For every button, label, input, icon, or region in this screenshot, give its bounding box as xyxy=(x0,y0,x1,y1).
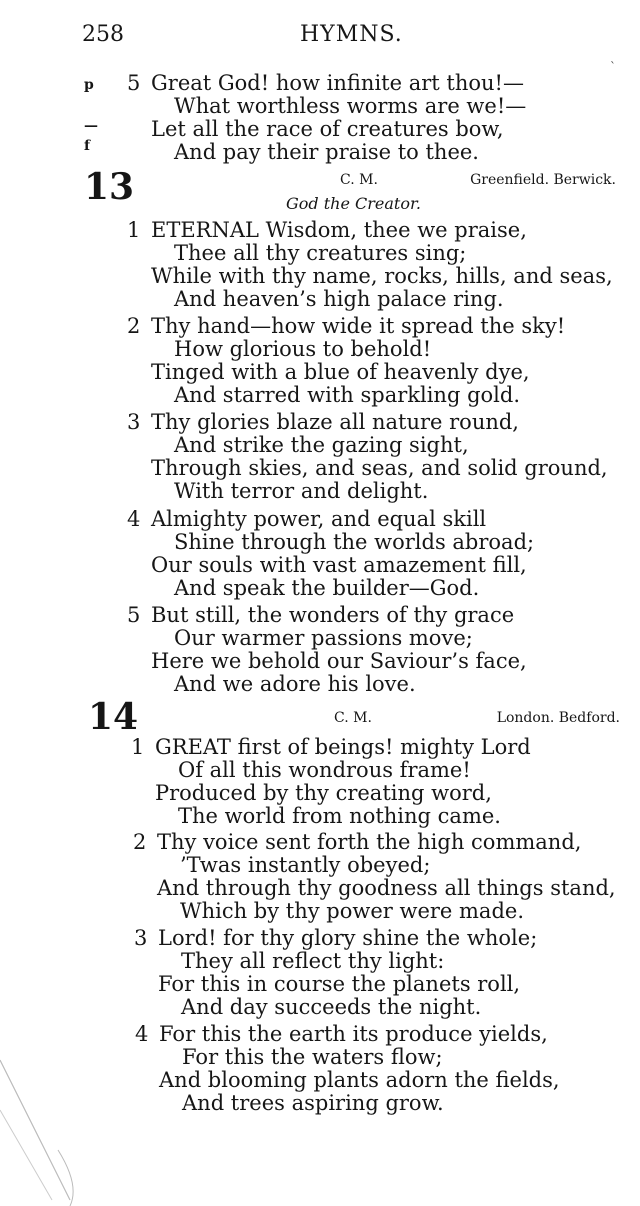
verse-line: ETERNAL Wisdom, thee we praise, xyxy=(151,218,527,242)
verse-line: Thy hand—how wide it spread the sky! xyxy=(151,314,566,338)
verse-line: What worthless worms are we!— xyxy=(174,94,527,118)
hymn-number: 13 xyxy=(84,166,135,208)
verse-line: And starred with sparkling gold. xyxy=(174,383,520,407)
page-number: 258 xyxy=(82,22,124,47)
verse-number: 5 xyxy=(127,603,141,627)
verse-line: GREAT first of beings! mighty Lord xyxy=(155,735,531,759)
hymn-meter: C. M. xyxy=(334,710,372,726)
verse-line: Here we behold our Saviour’s face, xyxy=(151,649,527,673)
verse-line: For this the waters flow; xyxy=(182,1045,443,1069)
verse-line: Which by thy power were made. xyxy=(180,899,524,923)
verse-line: And trees aspiring grow. xyxy=(182,1091,444,1115)
verse-line: Our souls with vast amazement fill, xyxy=(151,553,527,577)
verse-line: For this the earth its produce yields, xyxy=(159,1022,548,1046)
verse-line: Shine through the worlds abroad; xyxy=(174,530,535,554)
hymn-tunes: Greenfield. Berwick. xyxy=(470,172,616,188)
verse-line: And blooming plants adorn the fields, xyxy=(159,1068,560,1092)
verse-number: 5 xyxy=(127,71,141,95)
verse-line: Almighty power, and equal skill xyxy=(151,507,487,531)
verse-number: 2 xyxy=(127,314,141,338)
verse-number: 1 xyxy=(127,218,141,242)
verse-line: Lord! for thy glory shine the whole; xyxy=(158,926,538,950)
dynamic-mark: — xyxy=(84,118,98,134)
verse-number: 2 xyxy=(133,830,147,854)
verse-line: Through skies, and seas, and solid ground, xyxy=(151,456,608,480)
verse-line: With terror and delight. xyxy=(174,479,429,503)
verse-number: 4 xyxy=(127,507,141,531)
verse-line: And day succeeds the night. xyxy=(181,995,482,1019)
verse-number: 1 xyxy=(131,735,145,759)
verse-line: And speak the builder—God. xyxy=(174,576,480,600)
verse-line: And strike the gazing sight, xyxy=(174,433,469,457)
verse-line: Produced by thy creating word, xyxy=(155,781,492,805)
verse-line: Our warmer passions move; xyxy=(174,626,473,650)
verse-number: 3 xyxy=(134,926,148,950)
verse-number: 4 xyxy=(135,1022,149,1046)
verse-line: And we adore his love. xyxy=(174,672,416,696)
verse-line: And through thy goodness all things stand, xyxy=(157,876,616,900)
corner-tick: ` xyxy=(610,60,616,74)
hymn-tunes: London. Bedford. xyxy=(496,710,620,726)
verse-line: Thy voice sent forth the high command, xyxy=(157,830,582,854)
verse-line: Let all the race of creatures bow, xyxy=(151,117,504,141)
verse-line: They all reflect thy light: xyxy=(181,949,445,973)
verse-line: But still, the wonders of thy grace xyxy=(151,603,515,627)
verse-line: Tinged with a blue of heavenly dye, xyxy=(151,360,530,384)
verse-line: Thee all thy creatures sing; xyxy=(174,241,467,265)
verse-line: And heaven’s high palace ring. xyxy=(174,287,504,311)
verse-line: And pay their praise to thee. xyxy=(174,140,479,164)
verse-line: Of all this wondrous frame! xyxy=(178,758,471,782)
verse-line: The world from nothing came. xyxy=(178,804,501,828)
running-title: HYMNS. xyxy=(300,22,403,47)
hymn-number: 14 xyxy=(88,696,139,738)
verse-line: Great God! how infinite art thou!— xyxy=(151,71,524,95)
verse-line: How glorious to behold! xyxy=(174,337,432,361)
hymn-meter: C. M. xyxy=(340,172,378,188)
dynamic-mark: p xyxy=(84,77,94,93)
verse-number: 3 xyxy=(127,410,141,434)
hymn-subtitle: God the Creator. xyxy=(286,194,421,213)
verse-line: While with thy name, rocks, hills, and seas, xyxy=(151,264,613,288)
verse-line: Thy glories blaze all nature round, xyxy=(151,410,519,434)
dynamic-mark: f xyxy=(84,138,91,154)
verse-line: ’Twas instantly obeyed; xyxy=(180,853,431,877)
verse-line: For this in course the planets roll, xyxy=(158,972,521,996)
